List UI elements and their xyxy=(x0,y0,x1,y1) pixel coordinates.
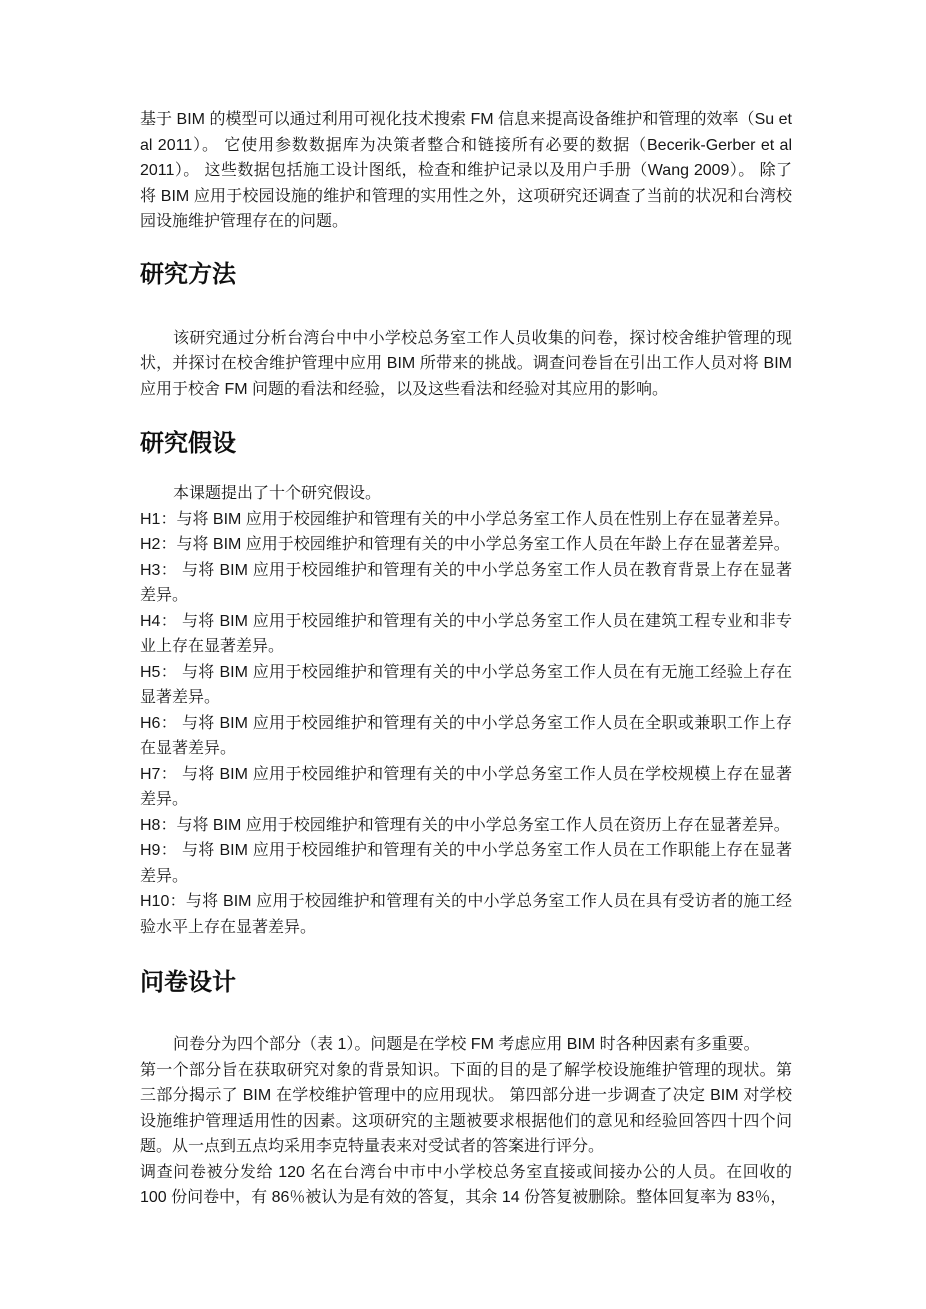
questionnaire-paragraph-2: 第一个部分旨在获取研究对象的背景知识。下面的目的是了解学校设施维护管理的现状。第三部分揭示了 BIM 在学校维护管理中的应用现状。 第四部分进一步调查了决定 BIM 对学校设施维护管理适用性的因素。这项研究的主题被要求根据他们的意见和经验回答四十四个问题。从一点到五点均采用李克特量表来对受试者的答案进行评分。 xyxy=(140,1061,792,1155)
hypothesis-item-h8: H8：与将 BIM 应用于校园维护和管理有关的中小学总务室工作人员在资历上存在显著差异。 xyxy=(140,816,790,834)
hypothesis-item-h10: H10：与将 BIM 应用于校园维护和管理有关的中小学总务室工作人员在具有受访者的施工经验水平上存在显著差异。 xyxy=(140,893,792,936)
section-heading-questionnaire: 问卷设计 xyxy=(140,969,236,996)
hypothesis-item-h6: H6： 与将 BIM 应用于校园维护和管理有关的中小学总务室工作人员在全职或兼职工作上存在显著差异。 xyxy=(140,714,792,757)
questionnaire-paragraph-3: 调查问卷被分发给 120 名在台湾台中市中小学校总务室直接或间接办公的人员。在回收的 100 份问卷中，有 86％被认为是有效的答复，其余 14 份答复被删除。整体回复率为 83％， xyxy=(140,1163,792,1206)
methods-paragraph: 该研究通过分析台湾台中中小学校总务室工作人员收集的问卷，探讨校舍维护管理的现状，并探讨在校舍维护管理中应用 BIM 所带来的挑战。调查问卷旨在引出工作人员对将 BIM 应用于校舍 FM 问题的看法和经验，以及这些看法和经验对其应用的影响。 xyxy=(140,329,792,398)
hypotheses-intro: 本课题提出了十个研究假设。 xyxy=(173,485,382,502)
hypotheses-list xyxy=(140,507,792,941)
hypothesis-item-h1: H1：与将 BIM 应用于校园维护和管理有关的中小学总务室工作人员在性别上存在显著差异。 xyxy=(140,510,790,528)
hypothesis-item-h2: H2：与将 BIM 应用于校园维护和管理有关的中小学总务室工作人员在年龄上存在显著差异。 xyxy=(140,536,790,553)
hypothesis-item-h9: H9： 与将 BIM 应用于校园维护和管理有关的中小学总务室工作人员在工作职能上存在显著差异。 xyxy=(140,842,792,885)
questionnaire-paragraph-1: 问卷分为四个部分（表 1）。问题是在学校 FM 考虑应用 BIM 时各种因素有多重要。 xyxy=(173,1036,760,1053)
section-heading-methods: 研究方法 xyxy=(140,260,236,288)
section-heading-hypotheses: 研究假设 xyxy=(140,430,236,457)
hypothesis-item-h3: H3： 与将 BIM 应用于校园维护和管理有关的中小学总务室工作人员在教育背景上存在显著差异。 xyxy=(140,561,792,604)
hypothesis-item-h7: H7： 与将 BIM 应用于校园维护和管理有关的中小学总务室工作人员在学校规模上存在显著差异。 xyxy=(140,765,792,808)
hypothesis-item-h4: H4： 与将 BIM 应用于校园维护和管理有关的中小学总务室工作人员在建筑工程专业和非专业上存在显著差异。 xyxy=(140,612,792,655)
intro-paragraph: 基于 BIM 的模型可以通过利用可视化技术搜索 FM 信息来提高设备维护和管理的效率（Su et al 2011）。 它使用参数数据库为决策者整合和链接所有必要的数据（Becerik-Gerber et al 2011）。 这些数据包括施工设计图纸，检查和维护记录以及用户手册（Wang 2009）。 除了将 BIM 应用于校园设施的维护和管理的实用性之外，这项研究还调查了当前的状况和台湾校园设施维护管理存在的问题。 xyxy=(140,111,792,230)
hypothesis-item-h5: H5： 与将 BIM 应用于校园维护和管理有关的中小学总务室工作人员在有无施工经验上存在显著差异。 xyxy=(140,663,792,706)
